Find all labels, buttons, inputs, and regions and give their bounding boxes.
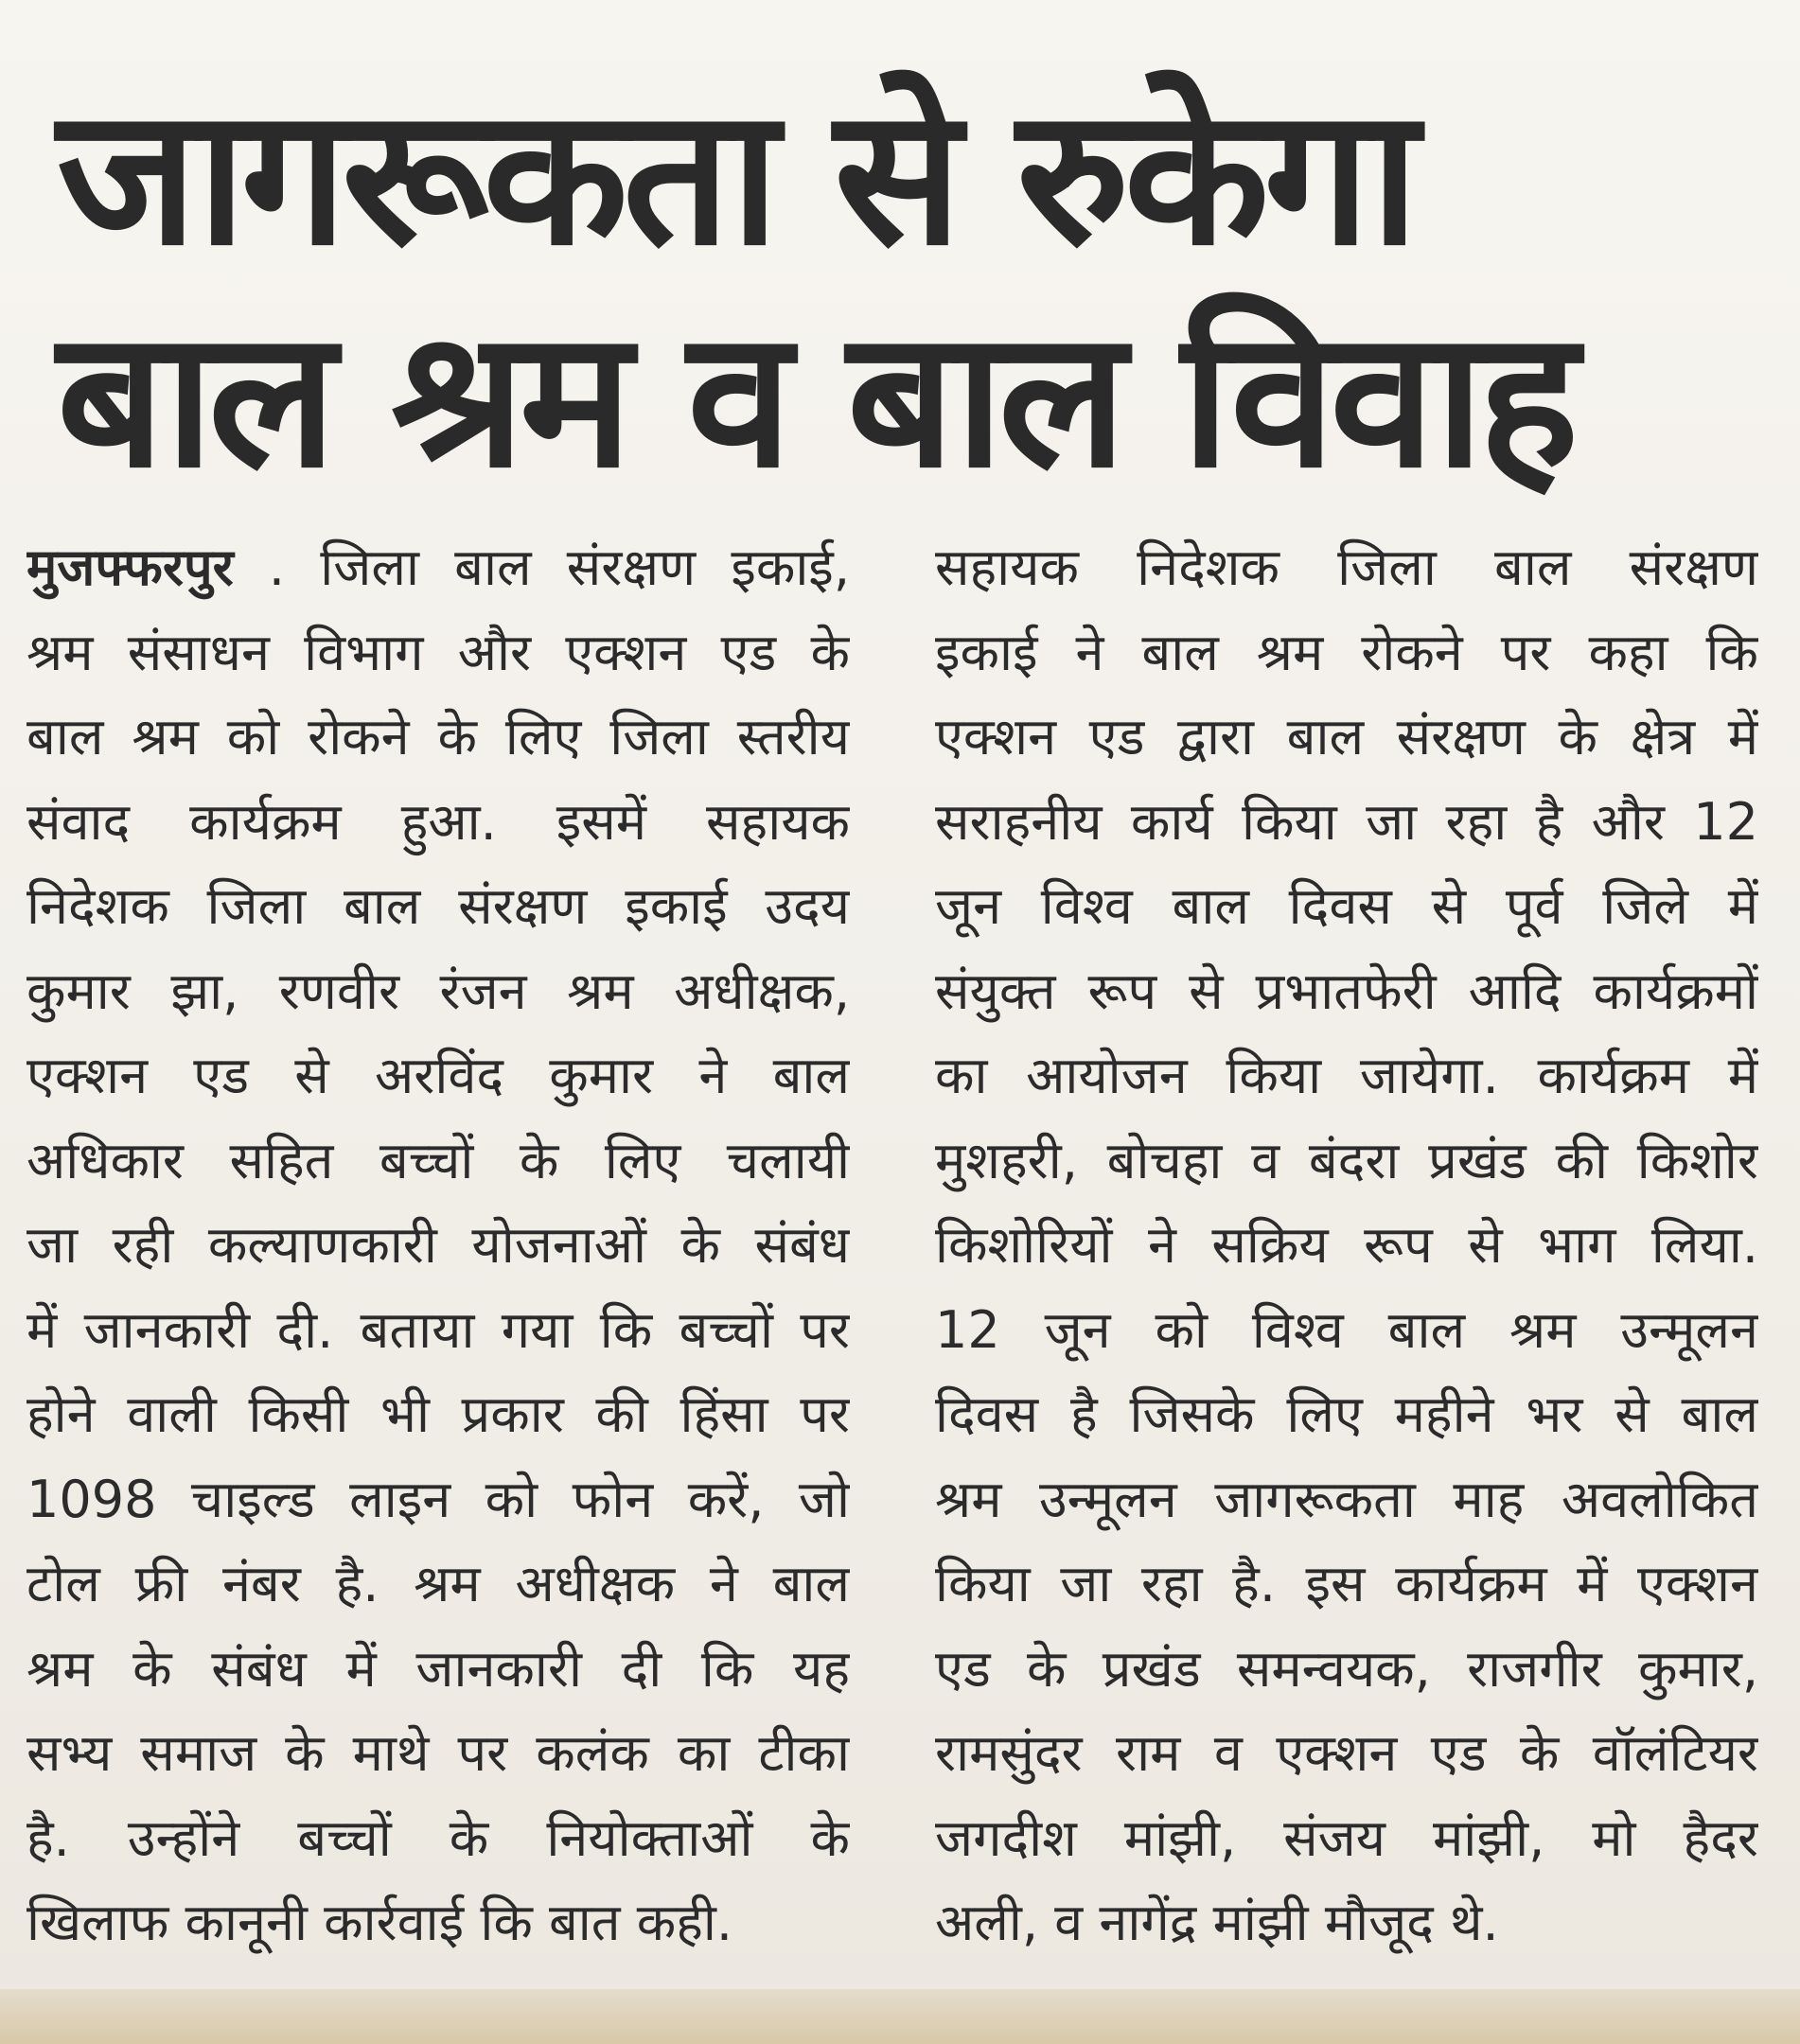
right-column-line: रामसुंदर राम व एक्शन एड के वॉलंटियर <box>935 1723 1758 1783</box>
right-column-line: का आयोजन किया जायेगा. कार्यक्रम में <box>935 1046 1758 1105</box>
dateline: मुजफ्फरपुर <box>26 537 234 597</box>
right-column <box>935 525 1758 1965</box>
left-column-line: टोल फ्री नंबर है. श्रम अधीक्षक ने बाल <box>26 1554 850 1613</box>
left-column-line: संवाद कार्यक्रम हुआ. इसमें सहायक <box>26 791 850 852</box>
left-column-line-text: जिला बाल संरक्षण इकाई, <box>320 537 850 597</box>
left-column-line: मुजफ्फरपुर . जिला बाल संरक्षण इकाई, <box>26 537 850 597</box>
headline <box>57 66 1666 511</box>
right-column-line: दिवस है जिसके लिए महीने भर से बाल <box>935 1384 1758 1444</box>
right-column-line: अली, व नागेंद्र मांझी मौजूद थे. <box>935 1893 1499 1952</box>
torn-paper-edge <box>0 1989 1800 2044</box>
right-column-line: सराहनीय कार्य किया जा रहा है और 12 <box>935 791 1758 852</box>
right-column-line: एक्शन एड द्वारा बाल संरक्षण के क्षेत्र में <box>935 707 1758 766</box>
right-column-line: 12 जून को विश्व बाल श्रम उन्मूलन <box>935 1299 1758 1360</box>
right-column-line: इकाई ने बाल श्रम रोकने पर कहा कि <box>935 622 1758 682</box>
left-column <box>26 525 850 1965</box>
left-column-line: एक्शन एड से अरविंद कुमार ने बाल <box>26 1046 850 1105</box>
left-column-line: जा रही कल्याणकारी योजनाओं के संबंध <box>26 1215 850 1275</box>
right-column-line: मुशहरी, बोचहा व बंदरा प्रखंड की किशोर <box>935 1130 1758 1190</box>
right-column-line: एड के प्रखंड समन्वयक, राजगीर कुमार, <box>935 1638 1758 1699</box>
right-column-line: संयुक्त रूप से प्रभातफेरी आदि कार्यक्रमों <box>935 960 1758 1021</box>
headline-line-2: बाल श्रम व बाल विवाह <box>57 290 1574 510</box>
left-column-line: कुमार झा, रणवीर रंजन श्रम अधीक्षक, <box>26 960 850 1021</box>
left-column-line: सभ्य समाज के माथे पर कलंक का टीका <box>26 1723 850 1783</box>
right-column-line: जून विश्व बाल दिवस से पूर्व जिले में <box>935 876 1758 936</box>
left-column-line: खिलाफ कानूनी कार्रवाई कि बात कही. <box>26 1893 733 1952</box>
right-column-line: किया जा रहा है. इस कार्यक्रम में एक्शन <box>935 1554 1758 1613</box>
left-column-line: बाल श्रम को रोकने के लिए जिला स्तरीय <box>26 707 850 766</box>
left-column-line: अधिकार सहित बच्चों के लिए चलायी <box>26 1130 850 1190</box>
article-body <box>26 525 1758 1965</box>
left-column-line: में जानकारी दी. बताया गया कि बच्चों पर <box>26 1299 850 1360</box>
left-column-line: होने वाली किसी भी प्रकार की हिंसा पर <box>26 1384 850 1444</box>
right-column-line: सहायक निदेशक जिला बाल संरक्षण <box>935 537 1758 597</box>
left-column-line: निदेशक जिला बाल संरक्षण इकाई उदय <box>26 876 850 936</box>
headline-line-1: जागरूकता से रुकेगा <box>57 67 1414 288</box>
right-column-line: श्रम उन्मूलन जागरूकता माह अवलोकित <box>935 1469 1758 1529</box>
right-column-line: जगदीश मांझी, संजय मांझी, मो हैदर <box>935 1807 1758 1868</box>
left-column-line: श्रम के संबंध में जानकारी दी कि यह <box>26 1638 850 1699</box>
left-column-line: श्रम संसाधन विभाग और एक्शन एड के <box>26 622 850 682</box>
left-column-line: 1098 चाइल्ड लाइन को फोन करें, जो <box>26 1469 850 1529</box>
left-column-line: है. उन्होंने बच्चों के नियोक्ताओं के <box>26 1807 850 1868</box>
right-column-line: किशोरियों ने सक्रिय रूप से भाग लिया. <box>935 1215 1758 1275</box>
